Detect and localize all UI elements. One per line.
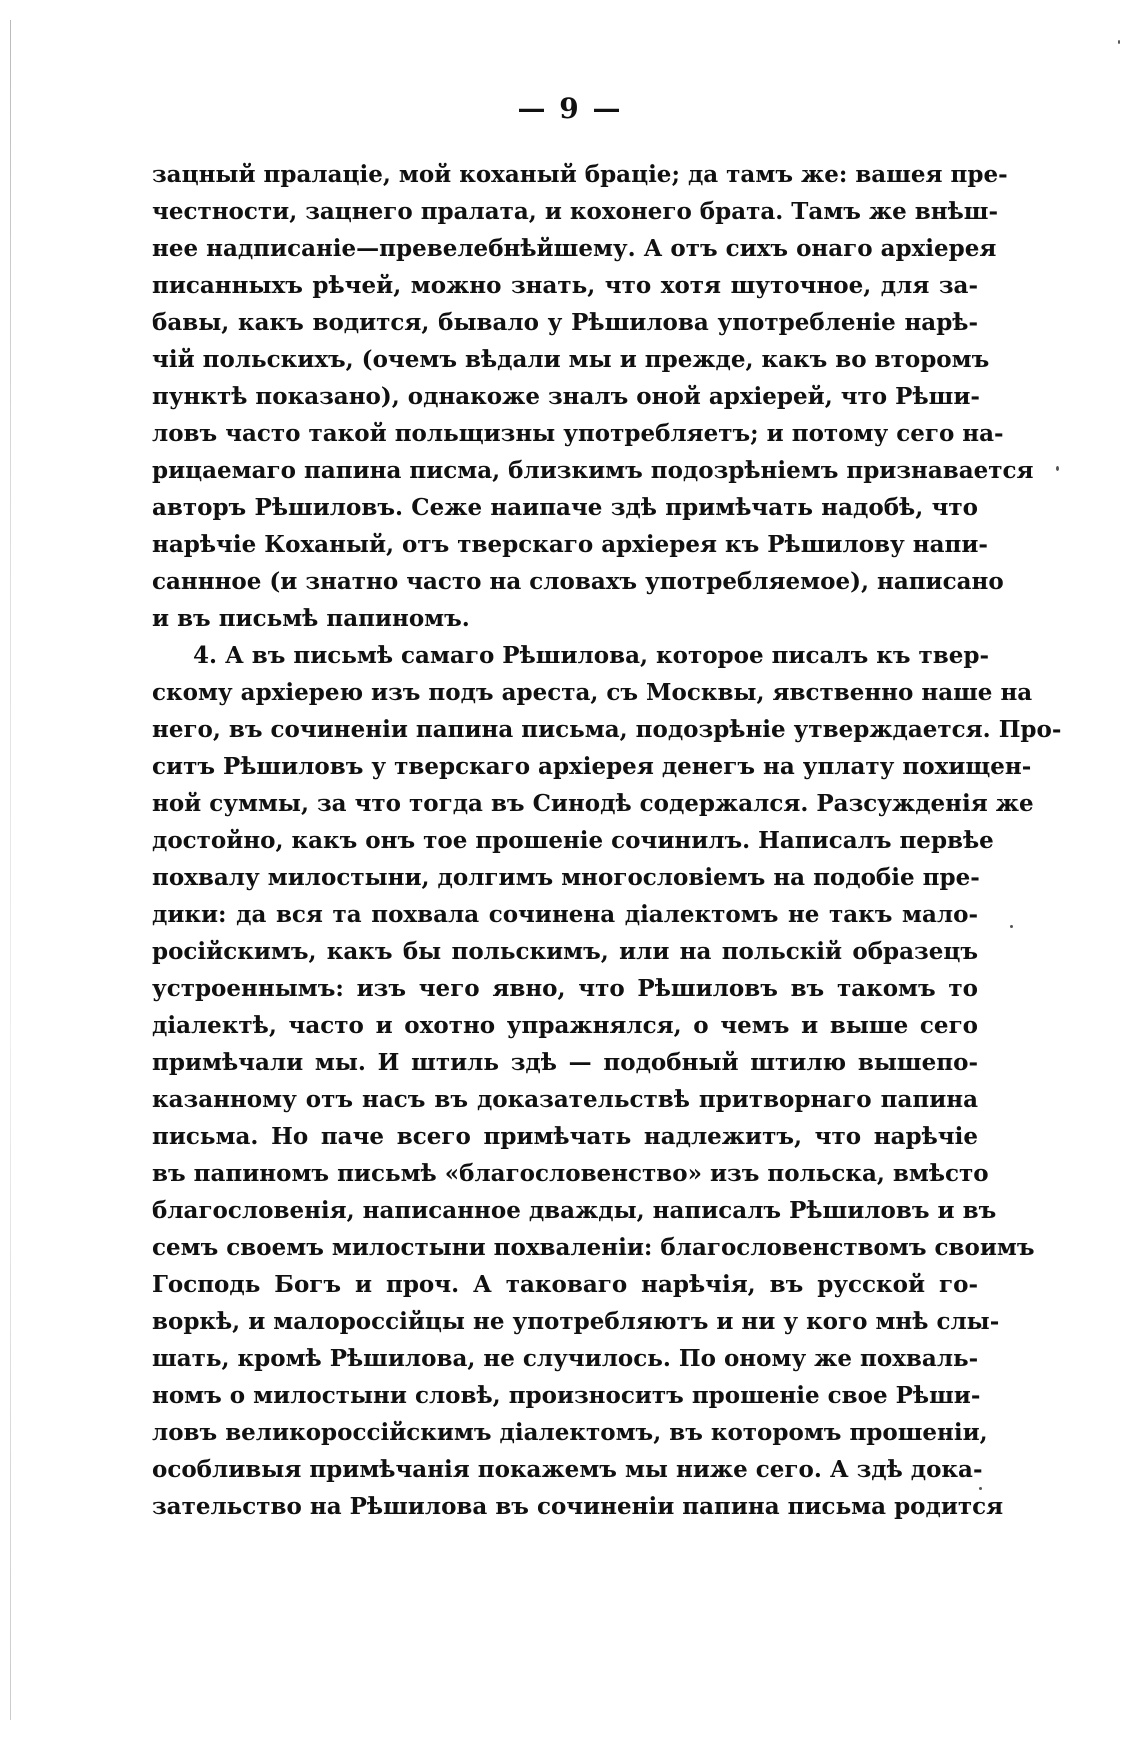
text-line: въ папиномъ письмѣ «благословенство» изъ польска, вмѣсто: [152, 1160, 989, 1187]
text-line: писанныхъ рѣчей, можно знать, что хотя шуточное, для за-: [152, 272, 978, 299]
text-line: нее надписаніе—превелебнѣйшему. А отъ сихъ онаго архіерея: [152, 235, 997, 262]
text-line: нарѣчіе Коханый, отъ тверскаго архіерея къ Рѣшилову напи-: [152, 531, 988, 558]
text-line: и въ письмѣ папиномъ.: [152, 605, 470, 632]
paragraph-1: [152, 156, 1034, 637]
text-line: скому архіерею изъ подъ ареста, съ Москвы, явственно наше на: [152, 679, 1033, 706]
text-line: номъ о милостыни словѣ, произноситъ прошеніе свое Рѣши-: [152, 1382, 981, 1409]
text-line: саннное (и знатно часто на словахъ употребляемое), написано: [152, 568, 1004, 595]
text-line: устроеннымъ: изъ чего явно, что Рѣшиловъ въ такомъ то: [152, 975, 978, 1002]
text-line: дики: да вся та похвала сочинена діалектомъ не такъ мало-: [152, 901, 978, 928]
text-line: казанному отъ насъ въ доказательствѣ притворнаго папина: [152, 1086, 978, 1113]
text-line: письма. Но паче всего примѣчать надлежитъ, что нарѣчіе: [152, 1123, 978, 1150]
text-line: честности, зацнего пралата, и кохонего брата. Тамъ же внѣш-: [152, 198, 999, 225]
text-line: зательство на Рѣшилова въ сочиненіи папина письма родится: [152, 1493, 1004, 1520]
text-line: діалектѣ, часто и охотно упражнялся, о чемъ и выше сего: [152, 1012, 978, 1039]
paragraph-2: [152, 637, 1062, 1525]
text-line: пунктѣ показано), однакоже зналъ оной архіерей, что Рѣши-: [152, 383, 980, 410]
text-line: Господь Богъ и проч. А таковаго нарѣчія, въ русской го-: [152, 1271, 978, 1298]
text-line: ной суммы, за что тогда въ Синодѣ содержался. Разсужденія же: [152, 790, 1034, 817]
text-line: него, въ сочиненіи папина письма, подозрѣніе утверждается. Про-: [152, 716, 1062, 743]
scan-speck: [979, 1487, 982, 1490]
text-line: ловъ великороссійскимъ діалектомъ, въ которомъ прошеніи,: [152, 1419, 988, 1446]
body-text: [152, 156, 1062, 1525]
text-line: шать, кромѣ Рѣшилова, не случилось. По оному же похваль-: [152, 1345, 979, 1372]
text-line: примѣчали мы. И штиль здѣ — подобный штилю вышепо-: [152, 1049, 978, 1076]
text-line: російскимъ, какъ бы польскимъ, или на польскій образецъ: [152, 938, 978, 965]
scan-edge: [10, 20, 11, 1720]
text-line: похвалу милостыни, долгимъ многословіемъ на подобіе пре-: [152, 864, 980, 891]
text-line: ситъ Рѣшиловъ у тверскаго архіерея денегъ на уплату похищен-: [152, 753, 1032, 780]
text-line: рицаемаго папина писма, близкимъ подозрѣніемъ признавается: [152, 457, 1034, 484]
page-number: — 9 —: [517, 92, 623, 125]
text-line: авторъ Рѣшиловъ. Сеже наипаче здѣ примѣчать надобѣ, что: [152, 494, 978, 521]
scan-speck: [1118, 40, 1120, 44]
scan-speck: [1010, 925, 1013, 928]
text-line: 4. А въ письмѣ самаго Рѣшилова, которое писалъ къ твер-: [193, 642, 990, 669]
text-line: воркѣ, и малороссійцы не употребляютъ и ни у кого мнѣ слы-: [152, 1308, 1000, 1335]
text-line: ловъ часто такой польщизны употребляетъ; и потому сего на-: [152, 420, 1004, 447]
text-line: достойно, какъ онъ тое прошеніе сочинилъ. Написалъ первѣе: [152, 827, 994, 854]
text-line: бавы, какъ водится, бывало у Рѣшилова употребленіе нарѣ-: [152, 309, 978, 336]
text-line: зацный пралаціе, мой коханый браціе; да тамъ же: вашея пре-: [152, 161, 1008, 188]
text-line: чій польскихъ, (очемъ вѣдали мы и прежде, какъ во второмъ: [152, 346, 990, 373]
text-line: благословенія, написанное дважды, написалъ Рѣшиловъ и въ: [152, 1197, 997, 1224]
scan-speck: [1056, 466, 1059, 471]
text-line: семъ своемъ милостыни похваленіи: благословенствомъ своимъ: [152, 1234, 1035, 1261]
text-line: особливыя примѣчанія покажемъ мы ниже сего. А здѣ дока-: [152, 1456, 983, 1483]
